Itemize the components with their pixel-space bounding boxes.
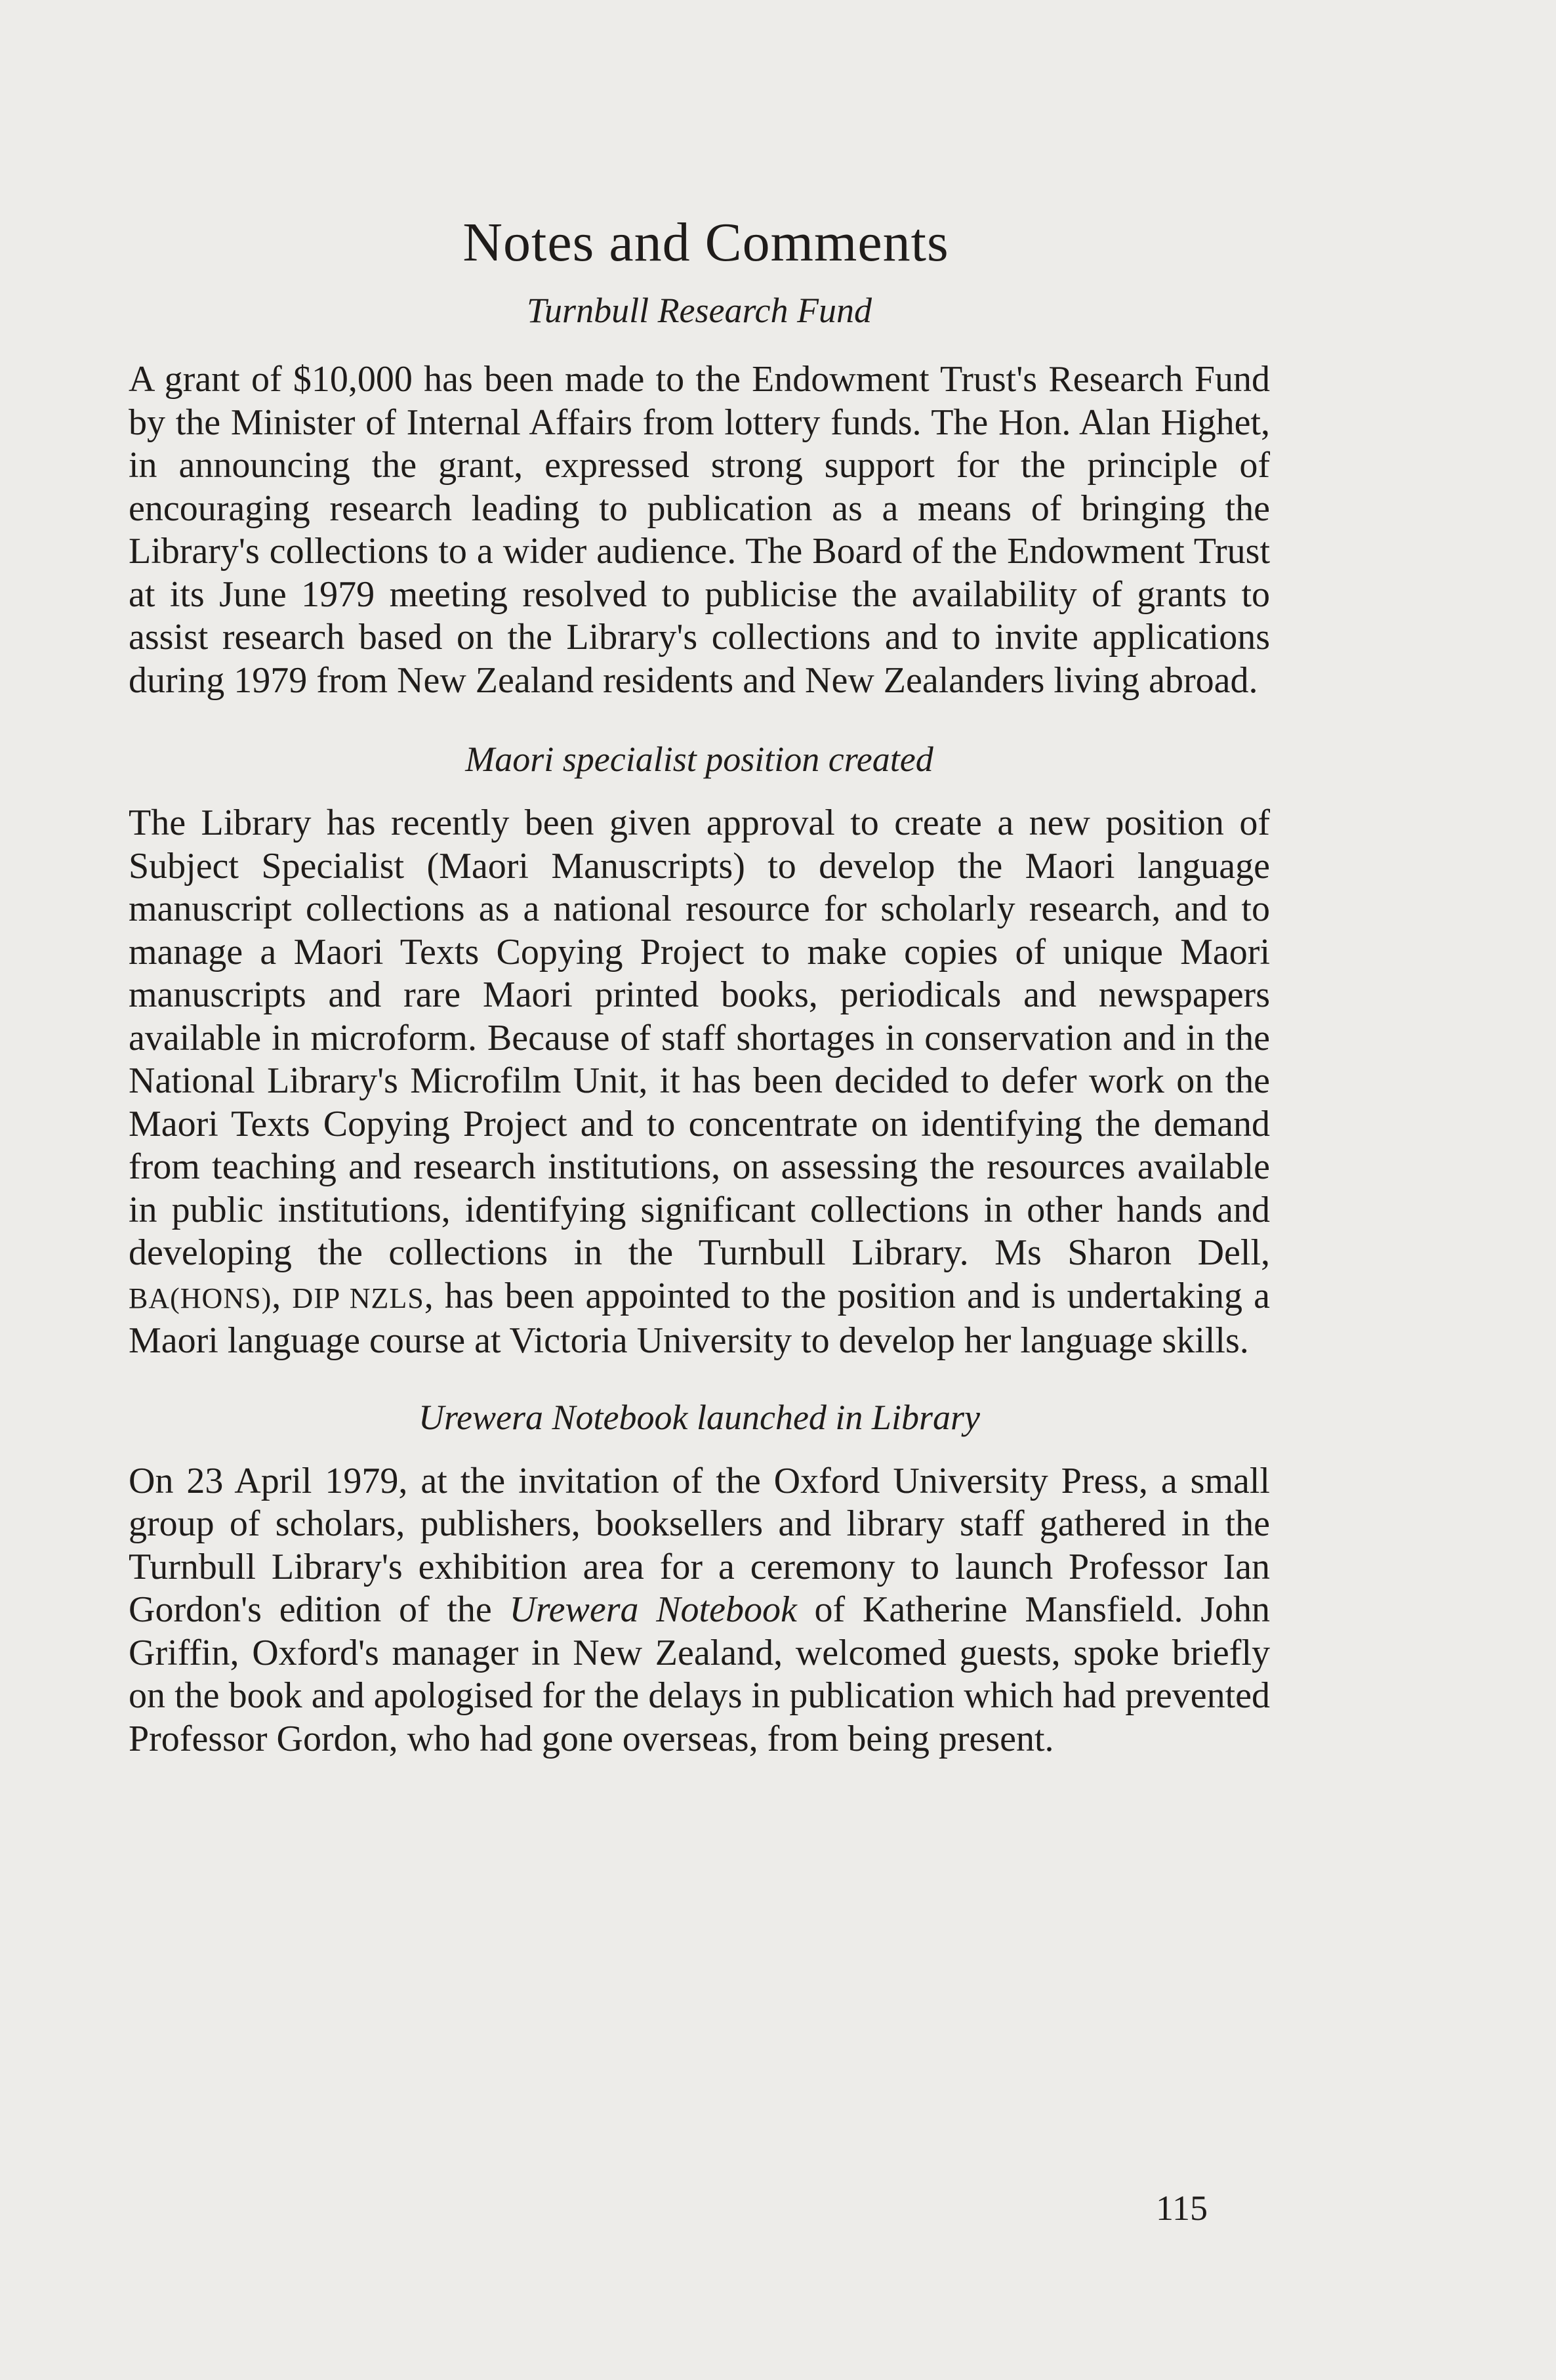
body-text: On 23 April 1979, at the invitation of the Oxford University Press, a small group of scholars, publishers, booksellers and library staff gathered in the Turnbull Library's exhibition area for a ceremony to launch Professor Ian Gordon's edition of the bbox=[129, 1460, 1270, 1630]
section-heading: Turnbull Research Fund bbox=[527, 291, 872, 330]
degree-abbreviation: DIP NZLS bbox=[292, 1282, 424, 1314]
section-heading: Maori specialist position created bbox=[465, 740, 933, 779]
section-research-fund bbox=[129, 287, 1270, 702]
section-urewera-notebook bbox=[129, 1394, 1270, 1761]
body-text: The Library has recently been given approval to create a new position of Subject Specialist (Maori Manuscripts) to develop the Maori language manuscript collections as a national resource for scholarly research, and to manage a Maori Texts Copying Project to make copies of unique Maori manuscripts and rare Maori printed books, periodicals and newspapers available in microform. Because of staff shortages in conservation and in the National Library's Microfilm Unit, it has been decided to defer work on the Maori Texts Copying Project and to concentrate on identifying the demand from teaching and research institutions, on assessing the resources available in public institutions, identifying significant collections in other hands and developing the collections in the Turnbull Library. Ms Sharon Dell, bbox=[129, 803, 1270, 1273]
body-text: , has been appointed to the position and is undertaking a Maori language course at Victoria University to develop her language skills. bbox=[129, 1275, 1271, 1361]
section-body bbox=[129, 802, 1270, 1363]
section-heading: Urewera Notebook launched in Library bbox=[419, 1397, 980, 1437]
section-body: A grant of $10,000 has been made to the Endowment Trust's Research Fund by the Minister of Internal Affairs from lottery funds. The Hon. Alan Highet, in announcing the grant, expressed strong support for the principle of encouraging research leading to publication as a means of bringing the Library's collections to a wider audience. The Board of the Endowment Trust at its June 1979 meeting resolved to publicise the availability of grants to assist research based on the Library's collections and to invite applications during 1979 from New Zealand residents and New Zealanders living abroad. bbox=[129, 359, 1270, 701]
page-title: Notes and Comments bbox=[462, 212, 949, 273]
degree-abbreviation: BA(HONS) bbox=[129, 1282, 272, 1314]
page-number: 115 bbox=[1156, 2188, 1208, 2228]
book-title: Urewera Notebook bbox=[509, 1589, 797, 1630]
body-text: of Katherine Mansfield. John Griffin, Oxford's manager in New Zealand, welcomed guests, spoke briefly on the book and apologised for the delays in publication which had prevented Professor Gordon, who had gone overseas, from being present. bbox=[129, 1589, 1270, 1759]
section-maori-specialist bbox=[129, 736, 1270, 1363]
section-body bbox=[129, 1460, 1270, 1761]
degree-separator: , bbox=[272, 1275, 293, 1316]
text-column bbox=[129, 210, 1270, 1761]
